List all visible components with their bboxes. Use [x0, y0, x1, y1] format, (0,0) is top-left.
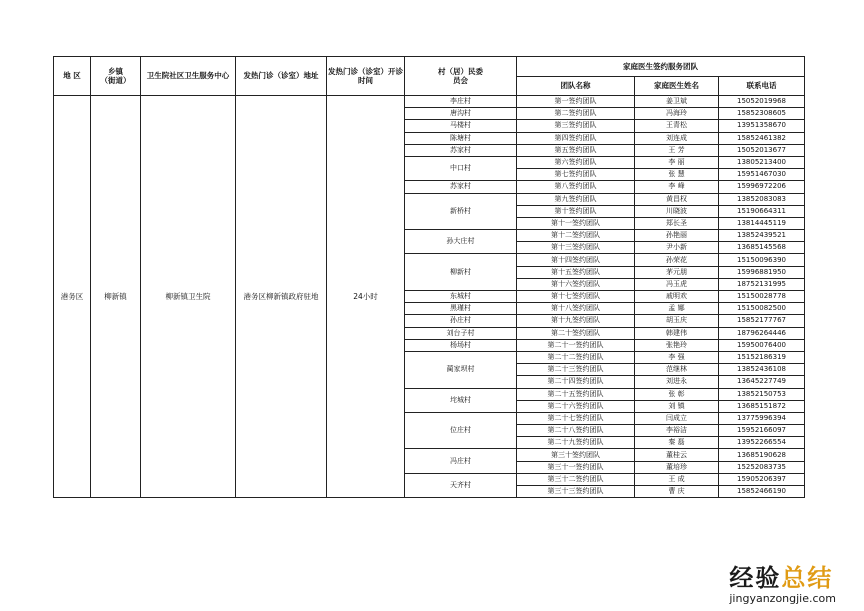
- cell-team-name: 第六签约团队: [517, 156, 635, 168]
- cell-phone: 15150028778: [719, 291, 805, 303]
- header-village: 村（居）民委员会: [405, 57, 517, 96]
- cell-phone: 18796264446: [719, 327, 805, 339]
- watermark-gold: 总结: [781, 563, 834, 592]
- cell-team-name: 第二十二签约团队: [517, 351, 635, 363]
- cell-doctor: 曹 庆: [635, 486, 719, 498]
- cell-village: 孙庄村: [405, 315, 517, 327]
- cell-doctor: 冯玉虎: [635, 278, 719, 290]
- header-team-group: 家庭医生签约服务团队: [517, 57, 805, 77]
- cell-team-name: 第五签约团队: [517, 144, 635, 156]
- cell-phone: 15852308605: [719, 108, 805, 120]
- cell-team-name: 第十五签约团队: [517, 266, 635, 278]
- cell-team-name: 第三签约团队: [517, 120, 635, 132]
- cell-team-name: 第八签约团队: [517, 181, 635, 193]
- cell-village: 陈塘村: [405, 132, 517, 144]
- cell-doctor: 韩建伟: [635, 327, 719, 339]
- cell-team-name: 第二签约团队: [517, 108, 635, 120]
- cell-team-name: 第十八签约团队: [517, 303, 635, 315]
- header-hours: 发热门诊（诊室）开诊时间: [327, 57, 405, 96]
- cell-doctor: 秦 磊: [635, 437, 719, 449]
- cell-phone: 13852150753: [719, 388, 805, 400]
- cell-phone: 15052013677: [719, 144, 805, 156]
- header-team-name: 团队名称: [517, 77, 635, 96]
- cell-doctor: 川晓波: [635, 205, 719, 217]
- cell-phone: 15150082500: [719, 303, 805, 315]
- cell-village: 苏家村: [405, 144, 517, 156]
- cell-doctor: 刘连成: [635, 132, 719, 144]
- cell-address: 港务区柳新镇政府驻地: [236, 96, 327, 498]
- cell-team-name: 第三十一签约团队: [517, 461, 635, 473]
- table-body: [54, 96, 805, 498]
- cell-team-name: 第十二签约团队: [517, 230, 635, 242]
- cell-team-name: 第三十二签约团队: [517, 473, 635, 485]
- cell-doctor: 李裕洁: [635, 425, 719, 437]
- cell-team-name: 第十三签约团队: [517, 242, 635, 254]
- cell-phone: 13852436108: [719, 364, 805, 376]
- cell-team-name: 第十一签约团队: [517, 217, 635, 229]
- cell-team-name: 第三十签约团队: [517, 449, 635, 461]
- cell-hours: 24小时: [327, 96, 405, 498]
- cell-doctor: 刘 镇: [635, 400, 719, 412]
- cell-team-name: 第二十九签约团队: [517, 437, 635, 449]
- cell-village: 刘台子村: [405, 327, 517, 339]
- cell-team-name: 第二十六签约团队: [517, 400, 635, 412]
- cell-team-name: 第三十三签约团队: [517, 486, 635, 498]
- cell-team-name: 第二十签约团队: [517, 327, 635, 339]
- cell-village: 柳新村: [405, 254, 517, 291]
- cell-doctor: 黄昌权: [635, 193, 719, 205]
- cell-doctor: 姜卫斌: [635, 96, 719, 108]
- cell-team-name: 第十四签约团队: [517, 254, 635, 266]
- cell-team-name: 第四签约团队: [517, 132, 635, 144]
- cell-doctor: 董培珍: [635, 461, 719, 473]
- cell-team-name: 第二十五签约团队: [517, 388, 635, 400]
- cell-team-name: 第十七签约团队: [517, 291, 635, 303]
- cell-doctor: 戚明欢: [635, 291, 719, 303]
- cell-phone: 15996881950: [719, 266, 805, 278]
- cell-phone: 13685151872: [719, 400, 805, 412]
- cell-doctor: 董桂云: [635, 449, 719, 461]
- cell-phone: 15852461382: [719, 132, 805, 144]
- cell-phone: 13852083083: [719, 193, 805, 205]
- watermark-logo: [729, 563, 836, 605]
- cell-phone: 15190664311: [719, 205, 805, 217]
- watermark-url: jingyanzongjie.com: [729, 592, 836, 605]
- header-address: 发热门诊（诊室）地址: [236, 57, 327, 96]
- cell-doctor: 张 彰: [635, 388, 719, 400]
- doctor-team-table: [53, 56, 805, 498]
- cell-phone: 15996972206: [719, 181, 805, 193]
- cell-team-name: 第一签约团队: [517, 96, 635, 108]
- cell-doctor: 李 丽: [635, 156, 719, 168]
- cell-team-name: 第九签约团队: [517, 193, 635, 205]
- cell-team-name: 第二十八签约团队: [517, 425, 635, 437]
- cell-phone: 15252083735: [719, 461, 805, 473]
- watermark-text: [729, 563, 836, 592]
- cell-doctor: 李 峰: [635, 181, 719, 193]
- cell-village: 新桥村: [405, 193, 517, 230]
- cell-village: 杨场村: [405, 339, 517, 351]
- cell-phone: 15952166097: [719, 425, 805, 437]
- cell-phone: 15905206397: [719, 473, 805, 485]
- cell-team-name: 第十六签约团队: [517, 278, 635, 290]
- cell-team-name: 第二十一签约团队: [517, 339, 635, 351]
- table-row: [54, 96, 805, 108]
- cell-doctor: 王 芳: [635, 144, 719, 156]
- cell-village: 天齐村: [405, 473, 517, 497]
- cell-town: 柳新镇: [91, 96, 141, 498]
- cell-village: 中口村: [405, 156, 517, 180]
- cell-doctor: 张 慧: [635, 169, 719, 181]
- cell-doctor: 茅元朋: [635, 266, 719, 278]
- cell-village: 冯庄村: [405, 449, 517, 473]
- cell-phone: 13852439521: [719, 230, 805, 242]
- cell-village: 李庄村: [405, 96, 517, 108]
- cell-village: 苏家村: [405, 181, 517, 193]
- cell-doctor: 冯海玲: [635, 108, 719, 120]
- header-doctor: 家庭医生姓名: [635, 77, 719, 96]
- header-area: 地 区: [54, 57, 91, 96]
- cell-doctor: 李 强: [635, 351, 719, 363]
- header-town: 乡镇 （街道）: [91, 57, 141, 96]
- cell-doctor: 郑长圣: [635, 217, 719, 229]
- cell-phone: 13805213400: [719, 156, 805, 168]
- cell-doctor: 孙艳丽: [635, 230, 719, 242]
- cell-phone: 18752131995: [719, 278, 805, 290]
- cell-doctor: 刘进永: [635, 376, 719, 388]
- cell-village: 唐沟村: [405, 108, 517, 120]
- cell-phone: 13645227749: [719, 376, 805, 388]
- cell-doctor: 尹小新: [635, 242, 719, 254]
- cell-phone: 15052019968: [719, 96, 805, 108]
- cell-phone: 15150096390: [719, 254, 805, 266]
- cell-village: 东城村: [405, 291, 517, 303]
- cell-team-name: 第十签约团队: [517, 205, 635, 217]
- cell-phone: 13685190628: [719, 449, 805, 461]
- cell-phone: 13685145568: [719, 242, 805, 254]
- cell-doctor: 王青松: [635, 120, 719, 132]
- cell-village: 蔺家坝村: [405, 351, 517, 388]
- header-phone: 联系电话: [719, 77, 805, 96]
- cell-doctor: 范继林: [635, 364, 719, 376]
- cell-doctor: 胡玉庆: [635, 315, 719, 327]
- cell-doctor: 孙荣花: [635, 254, 719, 266]
- cell-team-name: 第七签约团队: [517, 169, 635, 181]
- cell-doctor: 王 成: [635, 473, 719, 485]
- cell-team-name: 第二十三签约团队: [517, 364, 635, 376]
- cell-phone: 15950076400: [719, 339, 805, 351]
- cell-village: 马楼村: [405, 120, 517, 132]
- cell-village: 孙大庄村: [405, 230, 517, 254]
- cell-phone: 13951358670: [719, 120, 805, 132]
- cell-phone: 13814445119: [719, 217, 805, 229]
- watermark-black: 经验: [729, 563, 782, 592]
- cell-phone: 15852177767: [719, 315, 805, 327]
- cell-doctor: 张艳玲: [635, 339, 719, 351]
- cell-center: 柳新镇卫生院: [141, 96, 236, 498]
- cell-phone: 13775996394: [719, 412, 805, 424]
- cell-village: 位庄村: [405, 412, 517, 449]
- cell-doctor: 闫成立: [635, 412, 719, 424]
- cell-village: 黑瑾村: [405, 303, 517, 315]
- cell-team-name: 第二十四签约团队: [517, 376, 635, 388]
- cell-village: 垞城村: [405, 388, 517, 412]
- cell-phone: 13952266554: [719, 437, 805, 449]
- cell-doctor: 孟 娜: [635, 303, 719, 315]
- cell-phone: 15152186319: [719, 351, 805, 363]
- cell-phone: 15951467030: [719, 169, 805, 181]
- cell-phone: 15852466190: [719, 486, 805, 498]
- cell-area: 港务区: [54, 96, 91, 498]
- cell-team-name: 第二十七签约团队: [517, 412, 635, 424]
- cell-team-name: 第十九签约团队: [517, 315, 635, 327]
- header-center: 卫生院社区卫生服务中心: [141, 57, 236, 96]
